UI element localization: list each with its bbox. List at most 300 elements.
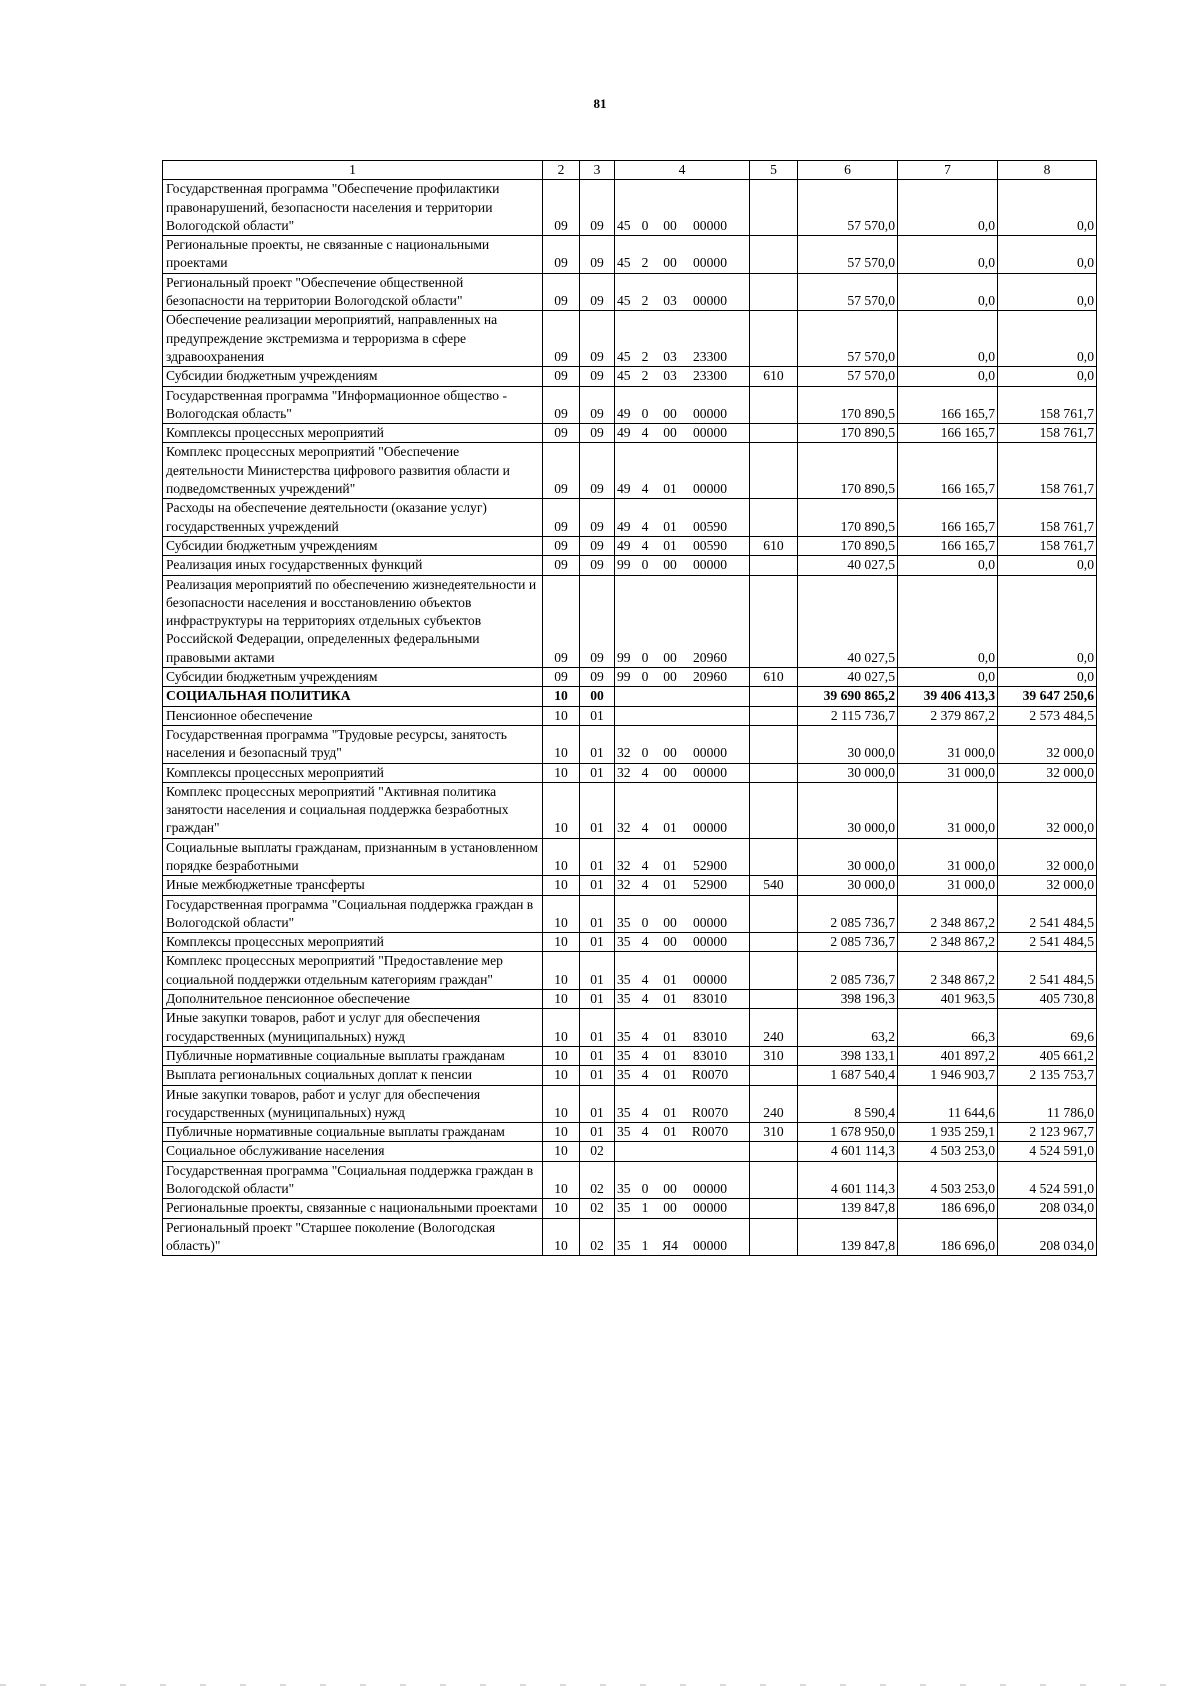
section-code: 10	[543, 952, 580, 990]
subsection-code: 01	[580, 782, 615, 838]
section-code: 09	[543, 668, 580, 687]
target-article-part: 35	[617, 934, 631, 950]
target-article-code	[615, 1218, 750, 1256]
target-article-part: 49	[617, 405, 631, 421]
header-cell-4: 4	[615, 161, 750, 180]
amount-col-6: 2 085 736,7	[798, 895, 898, 933]
target-article-code	[615, 1085, 750, 1123]
target-article-part: 4	[641, 1124, 649, 1140]
target-article-part: 2	[641, 255, 649, 271]
target-article-part: 00000	[693, 971, 727, 987]
subsection-code: 01	[580, 763, 615, 782]
amount-col-7: 66,3	[898, 1009, 998, 1047]
section-code: 09	[543, 499, 580, 537]
table-row	[163, 763, 1097, 782]
target-article-part: 01	[663, 518, 677, 534]
expense-type-code	[750, 1066, 798, 1085]
target-article-part: Я4	[662, 1237, 678, 1253]
amount-col-8: 0,0	[998, 668, 1097, 687]
amount-col-6: 40 027,5	[798, 556, 898, 575]
amount-col-6: 2 085 736,7	[798, 933, 898, 952]
row-name: Выплата региональных социальных доплат к пенсии	[163, 1066, 543, 1085]
amount-col-7: 1 946 903,7	[898, 1066, 998, 1085]
target-article-part: 4	[641, 971, 649, 987]
target-article-part: 2	[641, 368, 649, 384]
target-article-part: 99	[617, 649, 631, 665]
target-article-part: 99	[617, 669, 631, 685]
target-article-part: 00	[663, 557, 677, 573]
section-code: 10	[543, 763, 580, 782]
amount-col-8: 2 541 484,5	[998, 895, 1097, 933]
target-article-code	[615, 706, 750, 725]
target-article-part: 01	[663, 857, 677, 873]
target-article-part: 35	[617, 991, 631, 1007]
expense-type-code	[750, 706, 798, 725]
subsection-code: 01	[580, 1009, 615, 1047]
target-article-part: 4	[641, 1104, 649, 1120]
target-article-code	[615, 536, 750, 555]
target-article-part: 0	[641, 914, 649, 930]
table-row	[163, 311, 1097, 367]
row-name: Иные межбюджетные трансферты	[163, 876, 543, 895]
target-article-part: 0	[641, 1181, 649, 1197]
target-article-part: 32	[617, 820, 631, 836]
row-name: Социальное обслуживание населения	[163, 1142, 543, 1161]
expense-type-code	[750, 838, 798, 876]
target-article-part: 0	[641, 557, 649, 573]
target-article-part: 01	[663, 1028, 677, 1044]
row-name: Реализация мероприятий по обеспечению жизнедеятельности и безопасности населения и восстановлению объектов инфраструктуры на территориях отдельных субъектов Российской Федерации, определенных федеральными правовыми актами	[163, 575, 543, 667]
table-row	[163, 782, 1097, 838]
subsection-code: 09	[580, 367, 615, 386]
section-code: 10	[543, 1123, 580, 1142]
target-article-part: 00	[663, 255, 677, 271]
expense-type-code: 240	[750, 1009, 798, 1047]
section-code: 10	[543, 1142, 580, 1161]
amount-col-8: 208 034,0	[998, 1199, 1097, 1218]
subsection-code: 01	[580, 1066, 615, 1085]
target-article-code	[615, 838, 750, 876]
target-article-part: 2	[641, 348, 649, 364]
target-article-part: 52900	[693, 857, 727, 873]
target-article-part: 4	[641, 764, 649, 780]
target-article-code	[615, 1161, 750, 1199]
section-code: 10	[543, 1161, 580, 1199]
target-article-code	[615, 499, 750, 537]
amount-col-8: 32 000,0	[998, 838, 1097, 876]
amount-col-8: 32 000,0	[998, 876, 1097, 895]
amount-col-6: 4 601 114,3	[798, 1142, 898, 1161]
target-article-part: 83010	[693, 1047, 727, 1063]
amount-col-6: 2 115 736,7	[798, 706, 898, 725]
header-cell-8: 8	[998, 161, 1097, 180]
row-name: Реализация иных государственных функций	[163, 556, 543, 575]
row-name: Пенсионное обеспечение	[163, 706, 543, 725]
expense-type-code	[750, 499, 798, 537]
expense-type-code	[750, 725, 798, 763]
target-article-part: 00000	[693, 745, 727, 761]
amount-col-8: 4 524 591,0	[998, 1142, 1097, 1161]
subsection-code: 01	[580, 876, 615, 895]
target-article-part: 0	[641, 669, 649, 685]
expense-type-code: 540	[750, 876, 798, 895]
expense-type-code	[750, 687, 798, 706]
target-article-part: 35	[617, 1124, 631, 1140]
target-article-part: 00	[663, 217, 677, 233]
subsection-code: 09	[580, 180, 615, 236]
table-row	[163, 1009, 1097, 1047]
row-name: Иные закупки товаров, работ и услуг для обеспечения государственных (муниципальных) нужд	[163, 1009, 543, 1047]
target-article-part: 49	[617, 537, 631, 553]
expense-type-code	[750, 311, 798, 367]
row-name: Региональный проект "Старшее поколение (Вологодская область)"	[163, 1218, 543, 1256]
subsection-code: 09	[580, 236, 615, 274]
row-name: Иные закупки товаров, работ и услуг для обеспечения государственных (муниципальных) нужд	[163, 1085, 543, 1123]
row-name: Государственная программа "Социальная поддержка граждан в Вологодской области"	[163, 1161, 543, 1199]
amount-col-6: 57 570,0	[798, 236, 898, 274]
target-article-code	[615, 367, 750, 386]
section-code: 10	[543, 725, 580, 763]
target-article-part: 00	[663, 1181, 677, 1197]
table-row	[163, 236, 1097, 274]
subsection-code: 01	[580, 725, 615, 763]
target-article-code	[615, 895, 750, 933]
row-name: Государственная программа "Обеспечение профилактики правонарушений, безопасности населения и территории Вологодской области"	[163, 180, 543, 236]
target-article-part: 00000	[693, 934, 727, 950]
expense-type-code: 310	[750, 1046, 798, 1065]
subsection-code: 01	[580, 1085, 615, 1123]
target-article-code	[615, 1199, 750, 1218]
target-article-part: R0070	[691, 1104, 729, 1120]
target-article-code	[615, 443, 750, 499]
expense-type-code	[750, 952, 798, 990]
row-name: Дополнительное пенсионное обеспечение	[163, 990, 543, 1009]
target-article-part: 0	[641, 649, 649, 665]
amount-col-8: 4 524 591,0	[998, 1161, 1097, 1199]
amount-col-6: 139 847,8	[798, 1218, 898, 1256]
amount-col-7: 0,0	[898, 273, 998, 311]
amount-col-7: 2 348 867,2	[898, 895, 998, 933]
subsection-code: 09	[580, 536, 615, 555]
expense-type-code	[750, 575, 798, 667]
amount-col-6: 57 570,0	[798, 180, 898, 236]
amount-col-6: 40 027,5	[798, 668, 898, 687]
subsection-code: 01	[580, 1123, 615, 1142]
table-row	[163, 424, 1097, 443]
row-name: Комплексы процессных мероприятий	[163, 424, 543, 443]
target-article-part: R0070	[691, 1124, 729, 1140]
row-name: Комплексы процессных мероприятий	[163, 763, 543, 782]
row-name: Субсидии бюджетным учреждениям	[163, 367, 543, 386]
amount-col-7: 2 379 867,2	[898, 706, 998, 725]
target-article-part: 4	[641, 1028, 649, 1044]
row-name: Комплекс процессных мероприятий "Предоставление мер социальной поддержки отдельным категориям граждан"	[163, 952, 543, 990]
target-article-part: 35	[617, 914, 631, 930]
table-row	[163, 386, 1097, 424]
amount-col-8: 405 730,8	[998, 990, 1097, 1009]
target-article-part: 45	[617, 368, 631, 384]
target-article-code	[615, 575, 750, 667]
subsection-code: 01	[580, 990, 615, 1009]
amount-col-8: 32 000,0	[998, 782, 1097, 838]
target-article-part: 4	[641, 481, 649, 497]
amount-col-7: 0,0	[898, 668, 998, 687]
amount-col-7: 2 348 867,2	[898, 952, 998, 990]
table-row	[163, 273, 1097, 311]
amount-col-6: 57 570,0	[798, 367, 898, 386]
target-article-part: 32	[617, 877, 631, 893]
expense-type-code	[750, 443, 798, 499]
expense-type-code: 310	[750, 1123, 798, 1142]
amount-col-8: 0,0	[998, 556, 1097, 575]
amount-col-8: 39 647 250,6	[998, 687, 1097, 706]
table-row	[163, 838, 1097, 876]
target-article-part: 1	[641, 1200, 649, 1216]
section-code: 09	[543, 180, 580, 236]
target-article-code	[615, 1046, 750, 1065]
subsection-code: 09	[580, 311, 615, 367]
expense-type-code	[750, 763, 798, 782]
row-name: Региональный проект "Обеспечение общественной безопасности на территории Вологодской области"	[163, 273, 543, 311]
target-article-part: 01	[663, 1067, 677, 1083]
amount-col-8: 158 761,7	[998, 424, 1097, 443]
target-article-part: 4	[641, 1067, 649, 1083]
amount-col-6: 398 133,1	[798, 1046, 898, 1065]
target-article-part: 01	[663, 537, 677, 553]
target-article-part: 4	[641, 1047, 649, 1063]
target-article-part: 00000	[693, 1237, 727, 1253]
table-row	[163, 725, 1097, 763]
section-code: 10	[543, 990, 580, 1009]
amount-col-6: 30 000,0	[798, 782, 898, 838]
row-name: Публичные нормативные социальные выплаты гражданам	[163, 1046, 543, 1065]
target-article-part: 00000	[693, 820, 727, 836]
target-article-code	[615, 236, 750, 274]
section-code: 09	[543, 443, 580, 499]
target-article-part: 00	[663, 405, 677, 421]
target-article-part: 0	[641, 217, 649, 233]
target-article-part: 00	[663, 669, 677, 685]
table-row	[163, 556, 1097, 575]
target-article-part: 4	[641, 518, 649, 534]
amount-col-6: 1 687 540,4	[798, 1066, 898, 1085]
amount-col-8: 2 123 967,7	[998, 1123, 1097, 1142]
table-row	[163, 952, 1097, 990]
target-article-part: 35	[617, 1104, 631, 1120]
amount-col-6: 30 000,0	[798, 838, 898, 876]
amount-col-8: 0,0	[998, 236, 1097, 274]
row-name: Государственная программа "Информационное общество - Вологодская область"	[163, 386, 543, 424]
target-article-part: 32	[617, 764, 631, 780]
section-code: 09	[543, 311, 580, 367]
expense-type-code	[750, 180, 798, 236]
target-article-part: 00	[663, 745, 677, 761]
amount-col-6: 170 890,5	[798, 499, 898, 537]
target-article-part: 83010	[693, 1028, 727, 1044]
target-article-part: 00000	[693, 425, 727, 441]
row-name: Расходы на обеспечение деятельности (оказание услуг) государственных учреждений	[163, 499, 543, 537]
amount-col-7: 4 503 253,0	[898, 1142, 998, 1161]
section-code: 09	[543, 424, 580, 443]
target-article-part: 35	[617, 1047, 631, 1063]
section-code: 10	[543, 1085, 580, 1123]
target-article-part: 4	[641, 820, 649, 836]
target-article-part: 4	[641, 991, 649, 1007]
target-article-part: 01	[663, 481, 677, 497]
subsection-code: 01	[580, 838, 615, 876]
amount-col-6: 30 000,0	[798, 876, 898, 895]
amount-col-8: 32 000,0	[998, 725, 1097, 763]
target-article-part: 35	[617, 1200, 631, 1216]
subsection-code: 09	[580, 424, 615, 443]
target-article-code	[615, 668, 750, 687]
target-article-code	[615, 556, 750, 575]
expense-type-code: 610	[750, 536, 798, 555]
target-article-part: 01	[663, 991, 677, 1007]
target-article-part: 00	[663, 764, 677, 780]
table-row	[163, 1085, 1097, 1123]
amount-col-8: 0,0	[998, 575, 1097, 667]
target-article-part: 35	[617, 1067, 631, 1083]
expense-type-code	[750, 933, 798, 952]
target-article-part: 4	[641, 537, 649, 553]
subsection-code: 09	[580, 556, 615, 575]
table-row	[163, 499, 1097, 537]
page-number: 81	[593, 96, 607, 111]
target-article-part: 35	[617, 1181, 631, 1197]
amount-col-8: 32 000,0	[998, 763, 1097, 782]
amount-col-8: 2 135 753,7	[998, 1066, 1097, 1085]
section-code: 09	[543, 386, 580, 424]
table-row	[163, 1142, 1097, 1161]
target-article-code	[615, 1009, 750, 1047]
target-article-part: 01	[663, 877, 677, 893]
amount-col-7: 11 644,6	[898, 1085, 998, 1123]
target-article-part: 20960	[693, 649, 727, 665]
target-article-part: 4	[641, 857, 649, 873]
header-cell-5: 5	[750, 161, 798, 180]
amount-col-7: 0,0	[898, 180, 998, 236]
scan-edge-artifact	[0, 1684, 1200, 1686]
target-article-code	[615, 180, 750, 236]
target-article-part: 00	[663, 649, 677, 665]
target-article-code	[615, 933, 750, 952]
subsection-code: 09	[580, 575, 615, 667]
table-row	[163, 668, 1097, 687]
target-article-part: 00	[663, 1200, 677, 1216]
target-article-code	[615, 1123, 750, 1142]
section-code: 09	[543, 536, 580, 555]
expense-type-code: 240	[750, 1085, 798, 1123]
section-code: 10	[543, 1046, 580, 1065]
amount-col-8: 158 761,7	[998, 499, 1097, 537]
table-row	[163, 895, 1097, 933]
target-article-code	[615, 1066, 750, 1085]
amount-col-6: 39 690 865,2	[798, 687, 898, 706]
subsection-code: 02	[580, 1218, 615, 1256]
target-article-part: 32	[617, 857, 631, 873]
target-article-part: 0	[641, 405, 649, 421]
amount-col-6: 398 196,3	[798, 990, 898, 1009]
target-article-part: 23300	[693, 348, 727, 364]
amount-col-6: 57 570,0	[798, 311, 898, 367]
amount-col-8: 0,0	[998, 180, 1097, 236]
target-article-part: 03	[663, 348, 677, 364]
expense-type-code	[750, 1218, 798, 1256]
amount-col-7: 186 696,0	[898, 1218, 998, 1256]
table-row	[163, 1161, 1097, 1199]
row-name: СОЦИАЛЬНАЯ ПОЛИТИКА	[163, 687, 543, 706]
subsection-code: 01	[580, 933, 615, 952]
row-name: Субсидии бюджетным учреждениям	[163, 668, 543, 687]
table-row	[163, 367, 1097, 386]
subsection-code: 01	[580, 952, 615, 990]
amount-col-7: 31 000,0	[898, 876, 998, 895]
target-article-part: 00000	[693, 405, 727, 421]
section-code: 09	[543, 556, 580, 575]
amount-col-7: 31 000,0	[898, 838, 998, 876]
section-code: 10	[543, 1218, 580, 1256]
amount-col-7: 31 000,0	[898, 725, 998, 763]
amount-col-6: 57 570,0	[798, 273, 898, 311]
amount-col-6: 170 890,5	[798, 443, 898, 499]
subsection-code: 02	[580, 1142, 615, 1161]
section-code: 10	[543, 1199, 580, 1218]
row-name: Региональные проекты, не связанные с национальными проектами	[163, 236, 543, 274]
target-article-code	[615, 725, 750, 763]
target-article-part: 01	[663, 971, 677, 987]
target-article-part: 35	[617, 971, 631, 987]
target-article-part: 1	[641, 1237, 649, 1253]
target-article-part: 20960	[693, 669, 727, 685]
target-article-part: 00000	[693, 217, 727, 233]
target-article-part: 49	[617, 481, 631, 497]
amount-col-8: 2 541 484,5	[998, 952, 1097, 990]
amount-col-7: 166 165,7	[898, 424, 998, 443]
amount-col-8: 11 786,0	[998, 1085, 1097, 1123]
amount-col-6: 2 085 736,7	[798, 952, 898, 990]
amount-col-8: 69,6	[998, 1009, 1097, 1047]
amount-col-7: 31 000,0	[898, 782, 998, 838]
amount-col-8: 0,0	[998, 311, 1097, 367]
amount-col-8: 2 573 484,5	[998, 706, 1097, 725]
subsection-code: 01	[580, 895, 615, 933]
amount-col-7: 186 696,0	[898, 1199, 998, 1218]
target-article-part: 00000	[693, 1200, 727, 1216]
target-article-part: 45	[617, 348, 631, 364]
target-article-part: 99	[617, 557, 631, 573]
subsection-code: 09	[580, 273, 615, 311]
amount-col-8: 0,0	[998, 273, 1097, 311]
amount-col-6: 40 027,5	[798, 575, 898, 667]
target-article-part: 01	[663, 820, 677, 836]
target-article-part: 23300	[693, 368, 727, 384]
expense-type-code	[750, 386, 798, 424]
subsection-code: 00	[580, 687, 615, 706]
amount-col-7: 166 165,7	[898, 499, 998, 537]
table-row	[163, 1066, 1097, 1085]
row-name: Субсидии бюджетным учреждениям	[163, 536, 543, 555]
target-article-part: 00000	[693, 255, 727, 271]
row-name: Обеспечение реализации мероприятий, направленных на предупреждение экстремизма и терроризма в сфере здравоохранения	[163, 311, 543, 367]
section-code: 09	[543, 367, 580, 386]
header-cell-1: 1	[163, 161, 543, 180]
amount-col-7: 401 897,2	[898, 1046, 998, 1065]
amount-col-8: 208 034,0	[998, 1218, 1097, 1256]
table-row	[163, 687, 1097, 706]
expense-type-code	[750, 895, 798, 933]
amount-col-7: 31 000,0	[898, 763, 998, 782]
